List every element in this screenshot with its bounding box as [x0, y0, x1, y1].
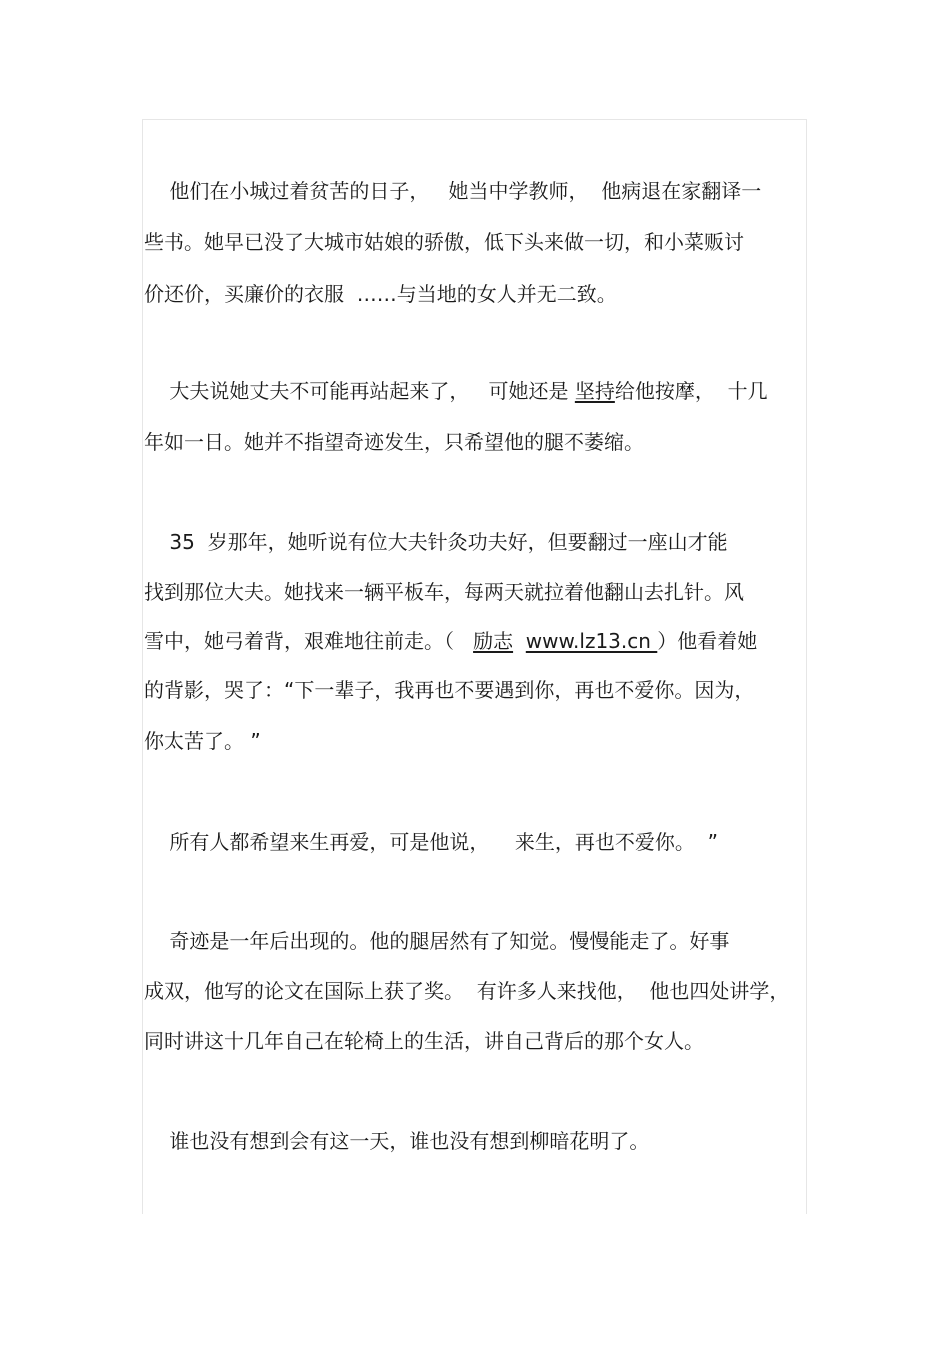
paragraph-1-line-1: 他们在小城过着贫苦的日子， 她当中学教师， 他病退在家翻译一 — [144, 179, 762, 203]
text-run — [513, 629, 526, 653]
paragraph-2-line-2: 年如一日。她并不指望奇迹发生，只希望他的腿不萎缩。 — [144, 430, 644, 454]
paragraph-3-line-3 — [144, 627, 757, 655]
paragraph-2-line-1 — [144, 377, 768, 405]
paragraph-3-line-2: 找到那位大夫。她找来一辆平板车，每两天就拉着他翻山去扎针。风 — [144, 580, 744, 604]
paragraph-1-line-2: 些书。她早已没了大城市姑娘的骄傲，低下头来做一切，和小菜贩讨 — [144, 230, 744, 254]
lizhi-link[interactable]: 励志 — [473, 629, 514, 653]
paragraph-5-line-3: 同时讲这十几年自己在轮椅上的生活，讲自己背后的那个女人。 — [144, 1029, 704, 1053]
text-run: 大夫说她丈夫不可能再站起来了， 可她还是 — [144, 379, 575, 403]
keyword-link[interactable]: 坚持 — [574, 379, 615, 403]
paragraph-4-line-1: 所有人都希望来生再爱，可是他说， 来生，再也不爱你。 ” — [144, 830, 718, 854]
paragraph-3-line-4: 的背影，哭了：“下一辈子，我再也不要遇到你，再也不爱你。因为， — [144, 678, 755, 702]
text-run: 雪中，她弓着背，艰难地往前走。（ — [144, 629, 474, 653]
paragraph-3-line-5: 你太苦了。 ” — [144, 729, 261, 753]
paragraph-3-line-1: 35 岁那年，她听说有位大夫针灸功夫好，但要翻过一座山才能 — [144, 530, 728, 554]
site-url-link[interactable]: www.lz13.cn — [525, 629, 658, 653]
paragraph-1-line-3: 价还价，买廉价的衣服 ……与当地的女人并无二致。 — [144, 282, 617, 306]
text-run: 给他按摩， 十几 — [614, 379, 768, 403]
paragraph-5-line-1: 奇迹是一年后出现的。他的腿居然有了知觉。慢慢能走了。好事 — [144, 929, 730, 953]
paragraph-6-line-1: 谁也没有想到会有这一天，谁也没有想到柳暗花明了。 — [144, 1129, 650, 1153]
paragraph-5-line-2: 成双，他写的论文在国际上获了奖。 有许多人来找他， 他也四处讲学， — [144, 979, 790, 1003]
text-run: ）他看着她 — [657, 629, 758, 653]
